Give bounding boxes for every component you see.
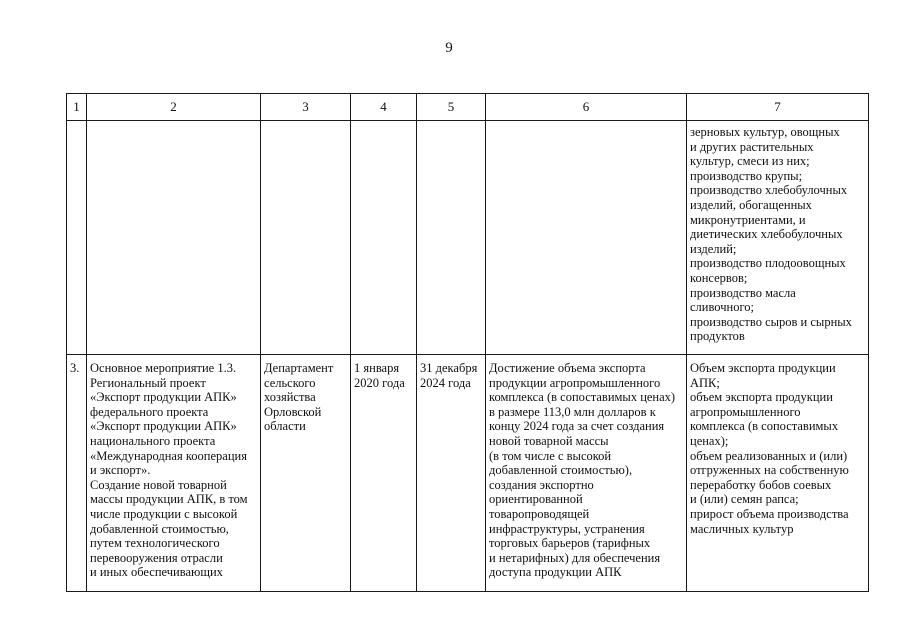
cell-line: Объем экспорта продукции [690, 361, 836, 375]
cell-line: консервов; [690, 270, 748, 285]
cell-line: Орловской [264, 404, 322, 419]
cell-line: национального проекта [90, 433, 216, 448]
header-col-3: 3 [261, 94, 351, 121]
table-row-3 [67, 355, 869, 592]
cell-line: товаропроводящей [489, 506, 590, 521]
cell-line: и других растительных [690, 139, 814, 154]
header-row [67, 94, 869, 121]
header-col-2: 2 [87, 94, 261, 121]
cell-line: объем реализованных и (или) [690, 448, 848, 463]
cell-line: комплекса (в сопоставимых [690, 419, 839, 434]
cell-line: «Экспорт продукции АПК» [90, 390, 237, 405]
cell-line: и иных обеспечивающих [90, 565, 223, 580]
cell-line: (в том числе с высокой [489, 448, 612, 463]
row3-expected-result [486, 355, 687, 592]
cell-line: АПК; [690, 375, 720, 390]
cell-line: 2020 года [354, 375, 405, 390]
cell-line: производство хлебобулочных [690, 183, 848, 198]
cell-line: переработку бобов соевых [690, 477, 832, 492]
measures-table [66, 93, 869, 592]
cell-line: зерновых культур, овощных [690, 125, 840, 139]
cell-line: 31 декабря [420, 361, 478, 375]
cell-line: «Экспорт продукции АПК» [90, 419, 237, 434]
cell-line: добавленной стоимостью, [90, 521, 229, 536]
cell-line: ценах); [690, 433, 729, 448]
cell-line: продуктов [690, 329, 745, 344]
header-col-7: 7 [687, 94, 869, 121]
cell-line: числе продукции с высокой [90, 506, 238, 521]
cell-line: в размере 113,0 млн долларов к [489, 404, 656, 419]
cell-line: отгруженных на собственную [690, 463, 849, 478]
cell-line: добавленной стоимостью), [489, 463, 633, 478]
cell-line: и экспорт». [90, 463, 151, 478]
cont-col-5 [417, 121, 486, 355]
table-row-continuation [67, 121, 869, 355]
cell-line: ориентированной [489, 492, 583, 507]
cell-line: сельского [264, 375, 316, 390]
cell-line: комплекса (в сопоставимых ценах) [489, 390, 676, 405]
cell-line: инфраструктуры, устранения [489, 521, 645, 536]
row3-indicators [687, 355, 869, 592]
cell-line: «Международная кооперация [90, 448, 247, 463]
cell-line: хозяйства [264, 390, 316, 405]
cell-line: диетических хлебобулочных [690, 227, 843, 242]
cell-line: 1 января [354, 361, 400, 375]
cell-line: сливочного; [690, 300, 754, 315]
cell-line: федерального проекта [90, 404, 209, 419]
cell-line: создания экспортно [489, 477, 594, 492]
row3-end-date [417, 355, 486, 592]
row3-number: 3. [67, 355, 87, 592]
cell-line: прирост объема производства [690, 506, 849, 521]
cell-line: производство плодоовощных [690, 256, 846, 271]
cell-line: концу 2024 года за счет создания [489, 419, 665, 434]
cell-line: Основное мероприятие 1.3. [90, 361, 237, 375]
row3-start-date [351, 355, 417, 592]
cell-line: изделий, обогащенных [690, 197, 812, 212]
cont-col-4 [351, 121, 417, 355]
cell-line: 2024 года [420, 375, 471, 390]
cont-col-2 [87, 121, 261, 355]
cell-line: микронутриентами, и [690, 212, 806, 227]
cell-line: путем технологического [90, 536, 220, 551]
cell-line: Достижение объема экспорта [489, 361, 646, 375]
cell-line: масличных культур [690, 521, 794, 536]
cell-line: доступа продукции АПК [489, 565, 622, 580]
page-number: 9 [445, 40, 453, 56]
cell-line: торговых барьеров (тарифных [489, 536, 651, 551]
cell-line: и нетарифных) для обеспечения [489, 550, 661, 565]
cell-line: и (или) семян рапса; [690, 492, 799, 507]
cell-line: культур, смеси из них; [690, 154, 810, 169]
header-col-6: 6 [486, 94, 687, 121]
cell-line: продукции агропромышленного [489, 375, 661, 390]
cell-line: объем экспорта продукции [690, 390, 833, 405]
header-col-5: 5 [417, 94, 486, 121]
cell-line: перевооружения отрасли [90, 550, 223, 565]
cell-line: новой товарной массы [489, 433, 609, 448]
cell-line: Региональный проект [90, 375, 206, 390]
cell-line: массы продукции АПК, в том [90, 492, 248, 507]
cell-line: изделий; [690, 241, 737, 256]
cont-col-3 [261, 121, 351, 355]
row3-responsible [261, 355, 351, 592]
header-col-1: 1 [67, 94, 87, 121]
cont-col-7-indicators [687, 121, 869, 355]
cell-line: Создание новой товарной [90, 477, 227, 492]
header-col-4: 4 [351, 94, 417, 121]
cont-col-6 [486, 121, 687, 355]
cell-line: производство крупы; [690, 168, 803, 183]
cell-line: области [264, 419, 306, 434]
cell-line: производство сыров и сырных [690, 314, 852, 329]
row3-measure-name [87, 355, 261, 592]
cell-line: агропромышленного [690, 404, 801, 419]
cell-line: производство масла [690, 285, 796, 300]
cell-line: Департамент [264, 361, 334, 375]
cont-col-1 [67, 121, 87, 355]
